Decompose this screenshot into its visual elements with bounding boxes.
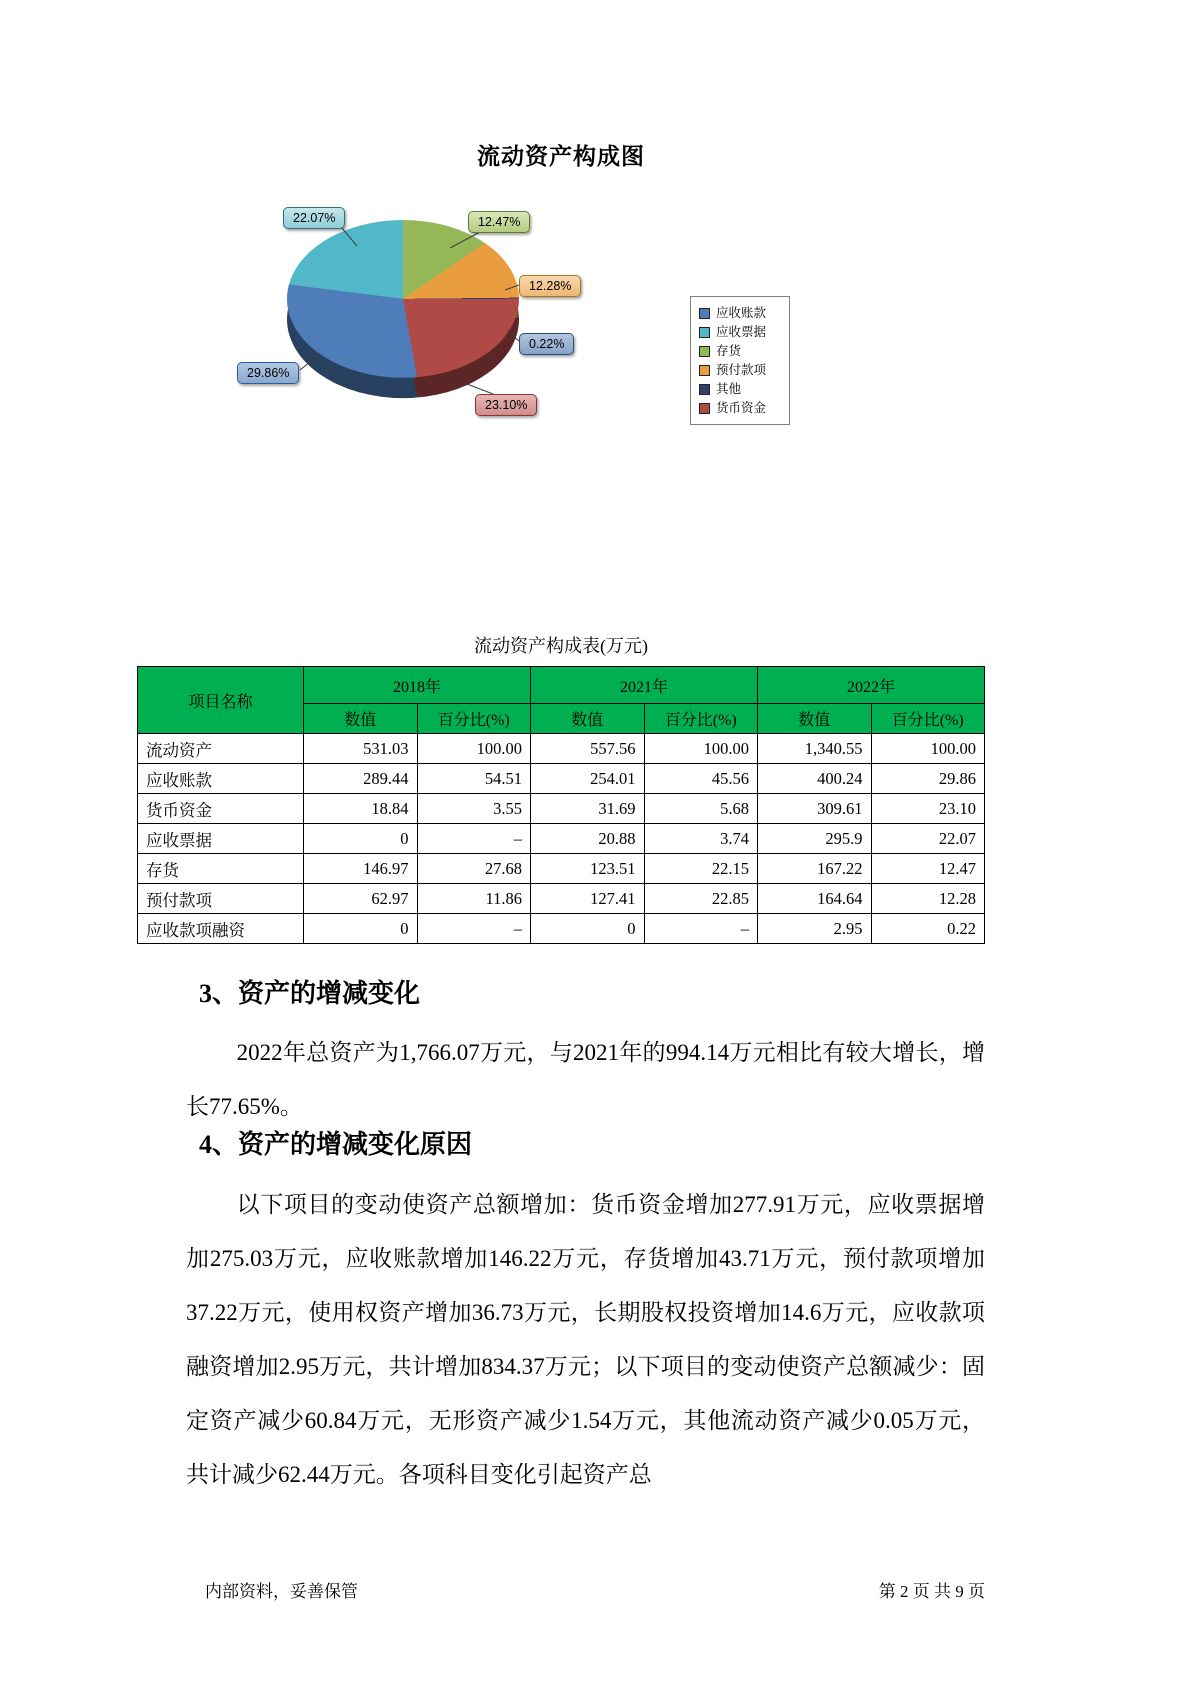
legend-item bbox=[699, 399, 783, 418]
cell-value: 2.95 bbox=[758, 914, 872, 944]
section-3-heading: 3、资产的增减变化 bbox=[199, 979, 421, 1008]
pie-label-prepayments: 12.28% bbox=[519, 275, 581, 297]
cell-value: 0 bbox=[304, 824, 418, 854]
chart-title: 流动资产构成图 bbox=[477, 144, 645, 169]
cell-value: – bbox=[417, 914, 531, 944]
cell-value: 18.84 bbox=[304, 794, 418, 824]
assets-table-header bbox=[138, 667, 985, 734]
cell-value: – bbox=[417, 824, 531, 854]
cell-value: 3.74 bbox=[644, 824, 758, 854]
cell-value: 22.85 bbox=[644, 884, 758, 914]
table-row bbox=[138, 884, 985, 914]
pie-label-accounts-receivable: 29.86% bbox=[237, 362, 299, 384]
pie-3d-top bbox=[287, 220, 519, 378]
legend-item bbox=[699, 361, 783, 380]
cell-value: 29.86 bbox=[871, 764, 985, 794]
section-4-heading: 4、资产的增减变化原因 bbox=[199, 1130, 473, 1159]
table-title: 流动资产构成表(万元) bbox=[474, 636, 648, 656]
cell-value: 62.97 bbox=[304, 884, 418, 914]
page-content bbox=[137, 0, 985, 1684]
row-name: 货币资金 bbox=[138, 794, 304, 824]
legend-label: 其他 bbox=[716, 382, 742, 396]
legend-label: 应收账款 bbox=[716, 306, 767, 320]
legend-label: 预付款项 bbox=[716, 363, 767, 377]
row-name: 存货 bbox=[138, 854, 304, 884]
cell-value: 31.69 bbox=[531, 794, 645, 824]
cell-value: 289.44 bbox=[304, 764, 418, 794]
table-row bbox=[138, 734, 985, 764]
row-name: 应收款项融资 bbox=[138, 914, 304, 944]
legend-item bbox=[699, 380, 783, 399]
col-value-2021: 数值 bbox=[531, 704, 645, 734]
footer-confidential-note: 内部资料，妥善保管 bbox=[205, 1582, 358, 1601]
legend-swatch bbox=[699, 308, 710, 319]
section-3-paragraph: 2022年总资产为1,766.07万元，与2021年的994.14万元相比有较大增长，增长77.65%。 bbox=[186, 1040, 985, 1119]
legend-swatch bbox=[699, 365, 710, 376]
row-name: 预付款项 bbox=[138, 884, 304, 914]
cell-value: 20.88 bbox=[531, 824, 645, 854]
cell-value: 45.56 bbox=[644, 764, 758, 794]
cell-value: 146.97 bbox=[304, 854, 418, 884]
legend-item bbox=[699, 304, 783, 323]
legend-item bbox=[699, 323, 783, 342]
current-assets-pie-chart bbox=[137, 190, 985, 460]
cell-value: 100.00 bbox=[644, 734, 758, 764]
cell-value: 531.03 bbox=[304, 734, 418, 764]
row-name: 应收账款 bbox=[138, 764, 304, 794]
cell-value: 167.22 bbox=[758, 854, 872, 884]
legend-swatch bbox=[699, 403, 710, 414]
col-value-2018: 数值 bbox=[304, 704, 418, 734]
cell-value: 127.41 bbox=[531, 884, 645, 914]
section-4-paragraph: 以下项目的变动使资产总额增加：货币资金增加277.91万元，应收票据增加275.03万元，应收账款增加146.22万元，存货增加43.71万元，预付款项增加37.22万元，使用权资产增加36.73万元，长期股权投资增加14.6万元，应收款项融资增加2.95万元，共计增加834.37万元；以下项目的变动使资产总额减少：固定资产减少60.84万元，无形资产减少1.54万元，其他流动资产减少0.05万元，共计减少62.44万元。各项科目变化引起资产总 bbox=[186, 1192, 985, 1487]
legend-label: 货币资金 bbox=[716, 401, 767, 415]
row-name: 应收票据 bbox=[138, 824, 304, 854]
pie-graphic bbox=[287, 220, 519, 378]
pie-leader-lines bbox=[137, 190, 985, 460]
leader-line bbox=[467, 384, 493, 394]
col-year-2022: 2022年 bbox=[758, 667, 985, 704]
cell-value: 309.61 bbox=[758, 794, 872, 824]
cell-value: 100.00 bbox=[417, 734, 531, 764]
legend-swatch bbox=[699, 346, 710, 357]
cell-value: 54.51 bbox=[417, 764, 531, 794]
table-row bbox=[138, 914, 985, 944]
cell-value: 0.22 bbox=[871, 914, 985, 944]
cell-value: 12.28 bbox=[871, 884, 985, 914]
cell-value: 0 bbox=[531, 914, 645, 944]
col-value-2022: 数值 bbox=[758, 704, 872, 734]
cell-value: 12.47 bbox=[871, 854, 985, 884]
cell-value: 123.51 bbox=[531, 854, 645, 884]
cell-value: 400.24 bbox=[758, 764, 872, 794]
cell-value: 5.68 bbox=[644, 794, 758, 824]
cell-value: 254.01 bbox=[531, 764, 645, 794]
cell-value: 100.00 bbox=[871, 734, 985, 764]
assets-table-body bbox=[138, 734, 985, 944]
cell-value: 23.10 bbox=[871, 794, 985, 824]
pie-label-inventory: 12.47% bbox=[468, 211, 530, 233]
cell-value: 164.64 bbox=[758, 884, 872, 914]
footer-page-number: 第 2 页 共 9 页 bbox=[878, 1582, 985, 1601]
legend-swatch bbox=[699, 384, 710, 395]
cell-value: 22.07 bbox=[871, 824, 985, 854]
cell-value: 3.55 bbox=[417, 794, 531, 824]
col-pct-2022: 百分比(%) bbox=[871, 704, 985, 734]
pie-label-notes-receivable: 22.07% bbox=[283, 207, 345, 229]
legend-item bbox=[699, 342, 783, 361]
col-year-2021: 2021年 bbox=[531, 667, 758, 704]
cell-value: 0 bbox=[304, 914, 418, 944]
legend-swatch bbox=[699, 327, 710, 338]
col-pct-2018: 百分比(%) bbox=[417, 704, 531, 734]
table-row bbox=[138, 854, 985, 884]
cell-value: 27.68 bbox=[417, 854, 531, 884]
cell-value: 22.15 bbox=[644, 854, 758, 884]
pie-label-cash: 23.10% bbox=[475, 394, 537, 416]
cell-value: 295.9 bbox=[758, 824, 872, 854]
assets-table bbox=[137, 666, 985, 944]
cell-value: 1,340.55 bbox=[758, 734, 872, 764]
col-year-2018: 2018年 bbox=[304, 667, 531, 704]
cell-value: 11.86 bbox=[417, 884, 531, 914]
legend-label: 应收票据 bbox=[716, 325, 767, 339]
col-pct-2021: 百分比(%) bbox=[644, 704, 758, 734]
cell-value: 557.56 bbox=[531, 734, 645, 764]
legend-label: 存货 bbox=[716, 344, 742, 358]
table-row bbox=[138, 794, 985, 824]
table-row bbox=[138, 764, 985, 794]
table-row bbox=[138, 824, 985, 854]
row-name: 流动资产 bbox=[138, 734, 304, 764]
pie-label-other: 0.22% bbox=[519, 333, 574, 355]
col-item-name: 项目名称 bbox=[138, 667, 304, 734]
chart-legend bbox=[690, 296, 790, 425]
cell-value: – bbox=[644, 914, 758, 944]
